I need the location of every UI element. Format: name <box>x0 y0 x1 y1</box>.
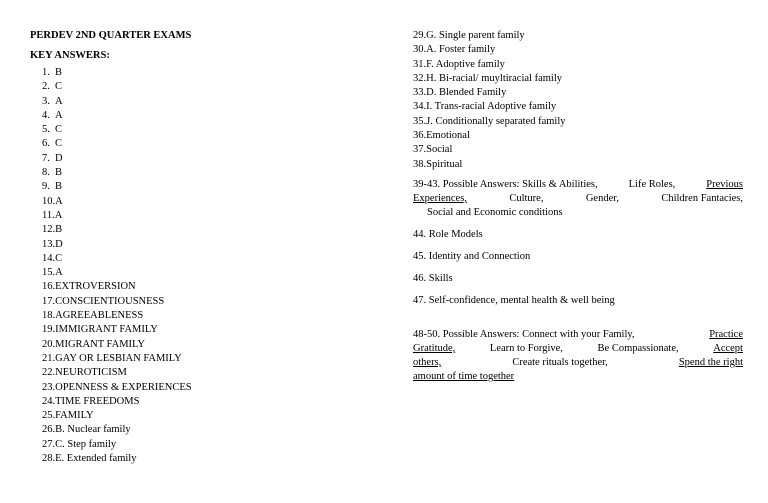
answer-number: 24. <box>42 395 56 407</box>
answer-number: 3. <box>42 95 50 107</box>
answer-number: 27. <box>42 438 56 450</box>
answer-item <box>30 452 370 466</box>
answer-item: 35.J. Conditionally separated family <box>413 115 566 127</box>
answer-48-50-part: Be Compassionate, <box>597 342 679 354</box>
answer-text: NEUROTICISM <box>55 367 127 379</box>
answer-item <box>30 266 370 280</box>
answer-number: 14. <box>42 252 56 264</box>
answer-item: 31.F. Adoptive family <box>413 58 505 70</box>
answer-number: 25. <box>42 410 56 422</box>
answer-item: 33.D. Blended Family <box>413 87 507 99</box>
answer-number: 26. <box>42 424 56 436</box>
answer-39-43-part: Life Roles, <box>628 178 676 190</box>
answer-48-50-part: Learn to Forgive, <box>489 342 563 354</box>
answer-item <box>30 152 370 166</box>
answer-text: OPENNESS & EXPERIENCES <box>55 381 192 393</box>
answer-number: 15. <box>42 267 56 279</box>
answer-item: 32.H. Bi-racial/ muyltiracial family <box>413 72 562 84</box>
document-title: PERDEV 2ND QUARTER EXAMS <box>30 30 192 41</box>
answer-text: B <box>55 67 63 78</box>
answer-text: FAMILY <box>55 410 94 422</box>
answer-text: C <box>55 138 63 150</box>
answer-46: 46. Skills <box>413 272 453 284</box>
answer-number: 19. <box>42 324 56 336</box>
answer-item: 30.A. Foster family <box>413 44 496 56</box>
answer-item <box>30 66 370 80</box>
answer-39-43-part: Children Fantacies, <box>661 192 743 204</box>
answer-item <box>30 195 370 209</box>
answer-39-43-part: Social and Economic conditions <box>427 206 563 218</box>
answer-text: A <box>55 195 63 207</box>
answer-item <box>30 323 370 337</box>
answer-39-43 <box>413 178 743 220</box>
answer-48-50-part: Accept <box>713 342 743 354</box>
answer-number: 4. <box>42 109 50 121</box>
answer-number: 10. <box>42 195 56 207</box>
answer-48-50 <box>413 328 743 384</box>
answer-text: EXTROVERSION <box>55 281 136 293</box>
answer-item <box>30 223 370 237</box>
answer-text: B. Nuclear family <box>55 424 131 436</box>
answer-text: TIME FREEDOMS <box>55 395 140 407</box>
answer-number: 16. <box>42 281 56 293</box>
answer-48-50-part: 48-50. Possible Answers: Connect with your Family, <box>413 328 635 340</box>
answer-text: IMMIGRANT FAMILY <box>55 324 158 336</box>
answer-item <box>30 295 370 309</box>
answer-number: 20. <box>42 338 56 350</box>
answer-44: 44. Role Models <box>413 228 483 240</box>
answer-item <box>30 395 370 409</box>
answer-text: E. Extended family <box>55 453 137 465</box>
answer-45: 45. Identity and Connection <box>413 250 531 262</box>
answer-text: AGREEABLENESS <box>55 310 144 322</box>
answer-48-50-part: others, <box>413 356 442 368</box>
answer-item <box>30 381 370 395</box>
answer-item <box>30 209 370 223</box>
answer-item <box>30 438 370 452</box>
answer-number: 11. <box>42 209 55 221</box>
answer-number: 9. <box>42 181 50 193</box>
answer-text: A <box>54 209 63 221</box>
answer-text: D <box>55 238 63 250</box>
answer-text: C. Step family <box>55 438 117 450</box>
answer-number: 18. <box>42 310 56 322</box>
answer-item <box>30 352 370 366</box>
answer-47: 47. Self-confidence, mental health & well being <box>413 294 615 306</box>
answer-item <box>30 109 370 123</box>
answer-item: 36.Emotional <box>413 130 470 142</box>
answer-number: 8. <box>42 167 50 179</box>
answer-39-43-part: Gender, <box>585 192 619 204</box>
answer-number: 6. <box>42 138 50 150</box>
answer-item <box>30 409 370 423</box>
answer-item <box>30 338 370 352</box>
answer-item: 37.Social <box>413 144 453 156</box>
answer-item <box>30 166 370 180</box>
answer-39-43-part: Experiences, <box>413 192 467 204</box>
answer-item <box>30 280 370 294</box>
answer-text: D <box>55 152 63 164</box>
answer-item: 38.Spiritual <box>413 158 463 170</box>
answer-39-43-part: Culture, <box>509 192 544 204</box>
answer-39-43-part: Previous <box>706 178 743 190</box>
answer-item <box>30 137 370 151</box>
answer-number: 22. <box>42 367 56 379</box>
answer-item <box>30 180 370 194</box>
answer-text: MIGRANT FAMILY <box>55 338 145 350</box>
answer-48-50-part: amount of time together <box>413 370 515 382</box>
answer-item <box>30 123 370 137</box>
answer-48-50-part: Spend the right <box>678 356 743 368</box>
answer-item <box>30 238 370 252</box>
right-column <box>413 29 743 384</box>
answer-text: C <box>55 252 63 264</box>
answer-number: 28. <box>42 453 56 465</box>
answer-number: 13. <box>42 238 56 250</box>
answer-item: 34.I. Trans-racial Adoptive family <box>413 101 557 113</box>
answer-text: C <box>55 81 63 93</box>
answer-text: CONSCIENTIOUSNESS <box>55 295 165 307</box>
answer-number: 5. <box>42 124 50 136</box>
answer-text: A <box>55 95 63 107</box>
answer-text: B <box>55 167 63 179</box>
answer-list-left <box>30 66 370 466</box>
answer-48-50-part: Create rituals together, <box>512 356 608 368</box>
answer-39-43-part: 39-43. Possible Answers: Skills & Abilities, <box>413 178 598 190</box>
answer-number: 23. <box>42 381 56 393</box>
answer-text: A <box>55 109 63 121</box>
answer-number: 1. <box>42 67 50 78</box>
answer-text: A <box>55 267 63 279</box>
answer-item <box>30 309 370 323</box>
answer-list-right <box>413 29 743 172</box>
left-column <box>30 29 370 466</box>
key-answers-heading: KEY ANSWERS: <box>30 50 110 61</box>
answer-text: B <box>55 224 63 236</box>
answer-item <box>30 80 370 94</box>
answer-item <box>30 252 370 266</box>
answer-number: 21. <box>42 352 56 364</box>
answer-text: B <box>55 181 63 193</box>
answer-number: 12. <box>42 224 56 236</box>
answer-item <box>30 423 370 437</box>
answer-item <box>30 95 370 109</box>
answer-text: GAY OR LESBIAN FAMILY <box>55 352 182 364</box>
answer-number: 2. <box>42 81 50 93</box>
answer-item: 29.G. Single parent family <box>413 30 525 41</box>
answer-48-50-part: Gratitude, <box>413 342 456 354</box>
answer-number: 17. <box>42 295 56 307</box>
answer-text: C <box>55 124 63 136</box>
answer-item <box>30 366 370 380</box>
answer-48-50-part: Practice <box>709 328 743 340</box>
answer-number: 7. <box>42 152 50 164</box>
